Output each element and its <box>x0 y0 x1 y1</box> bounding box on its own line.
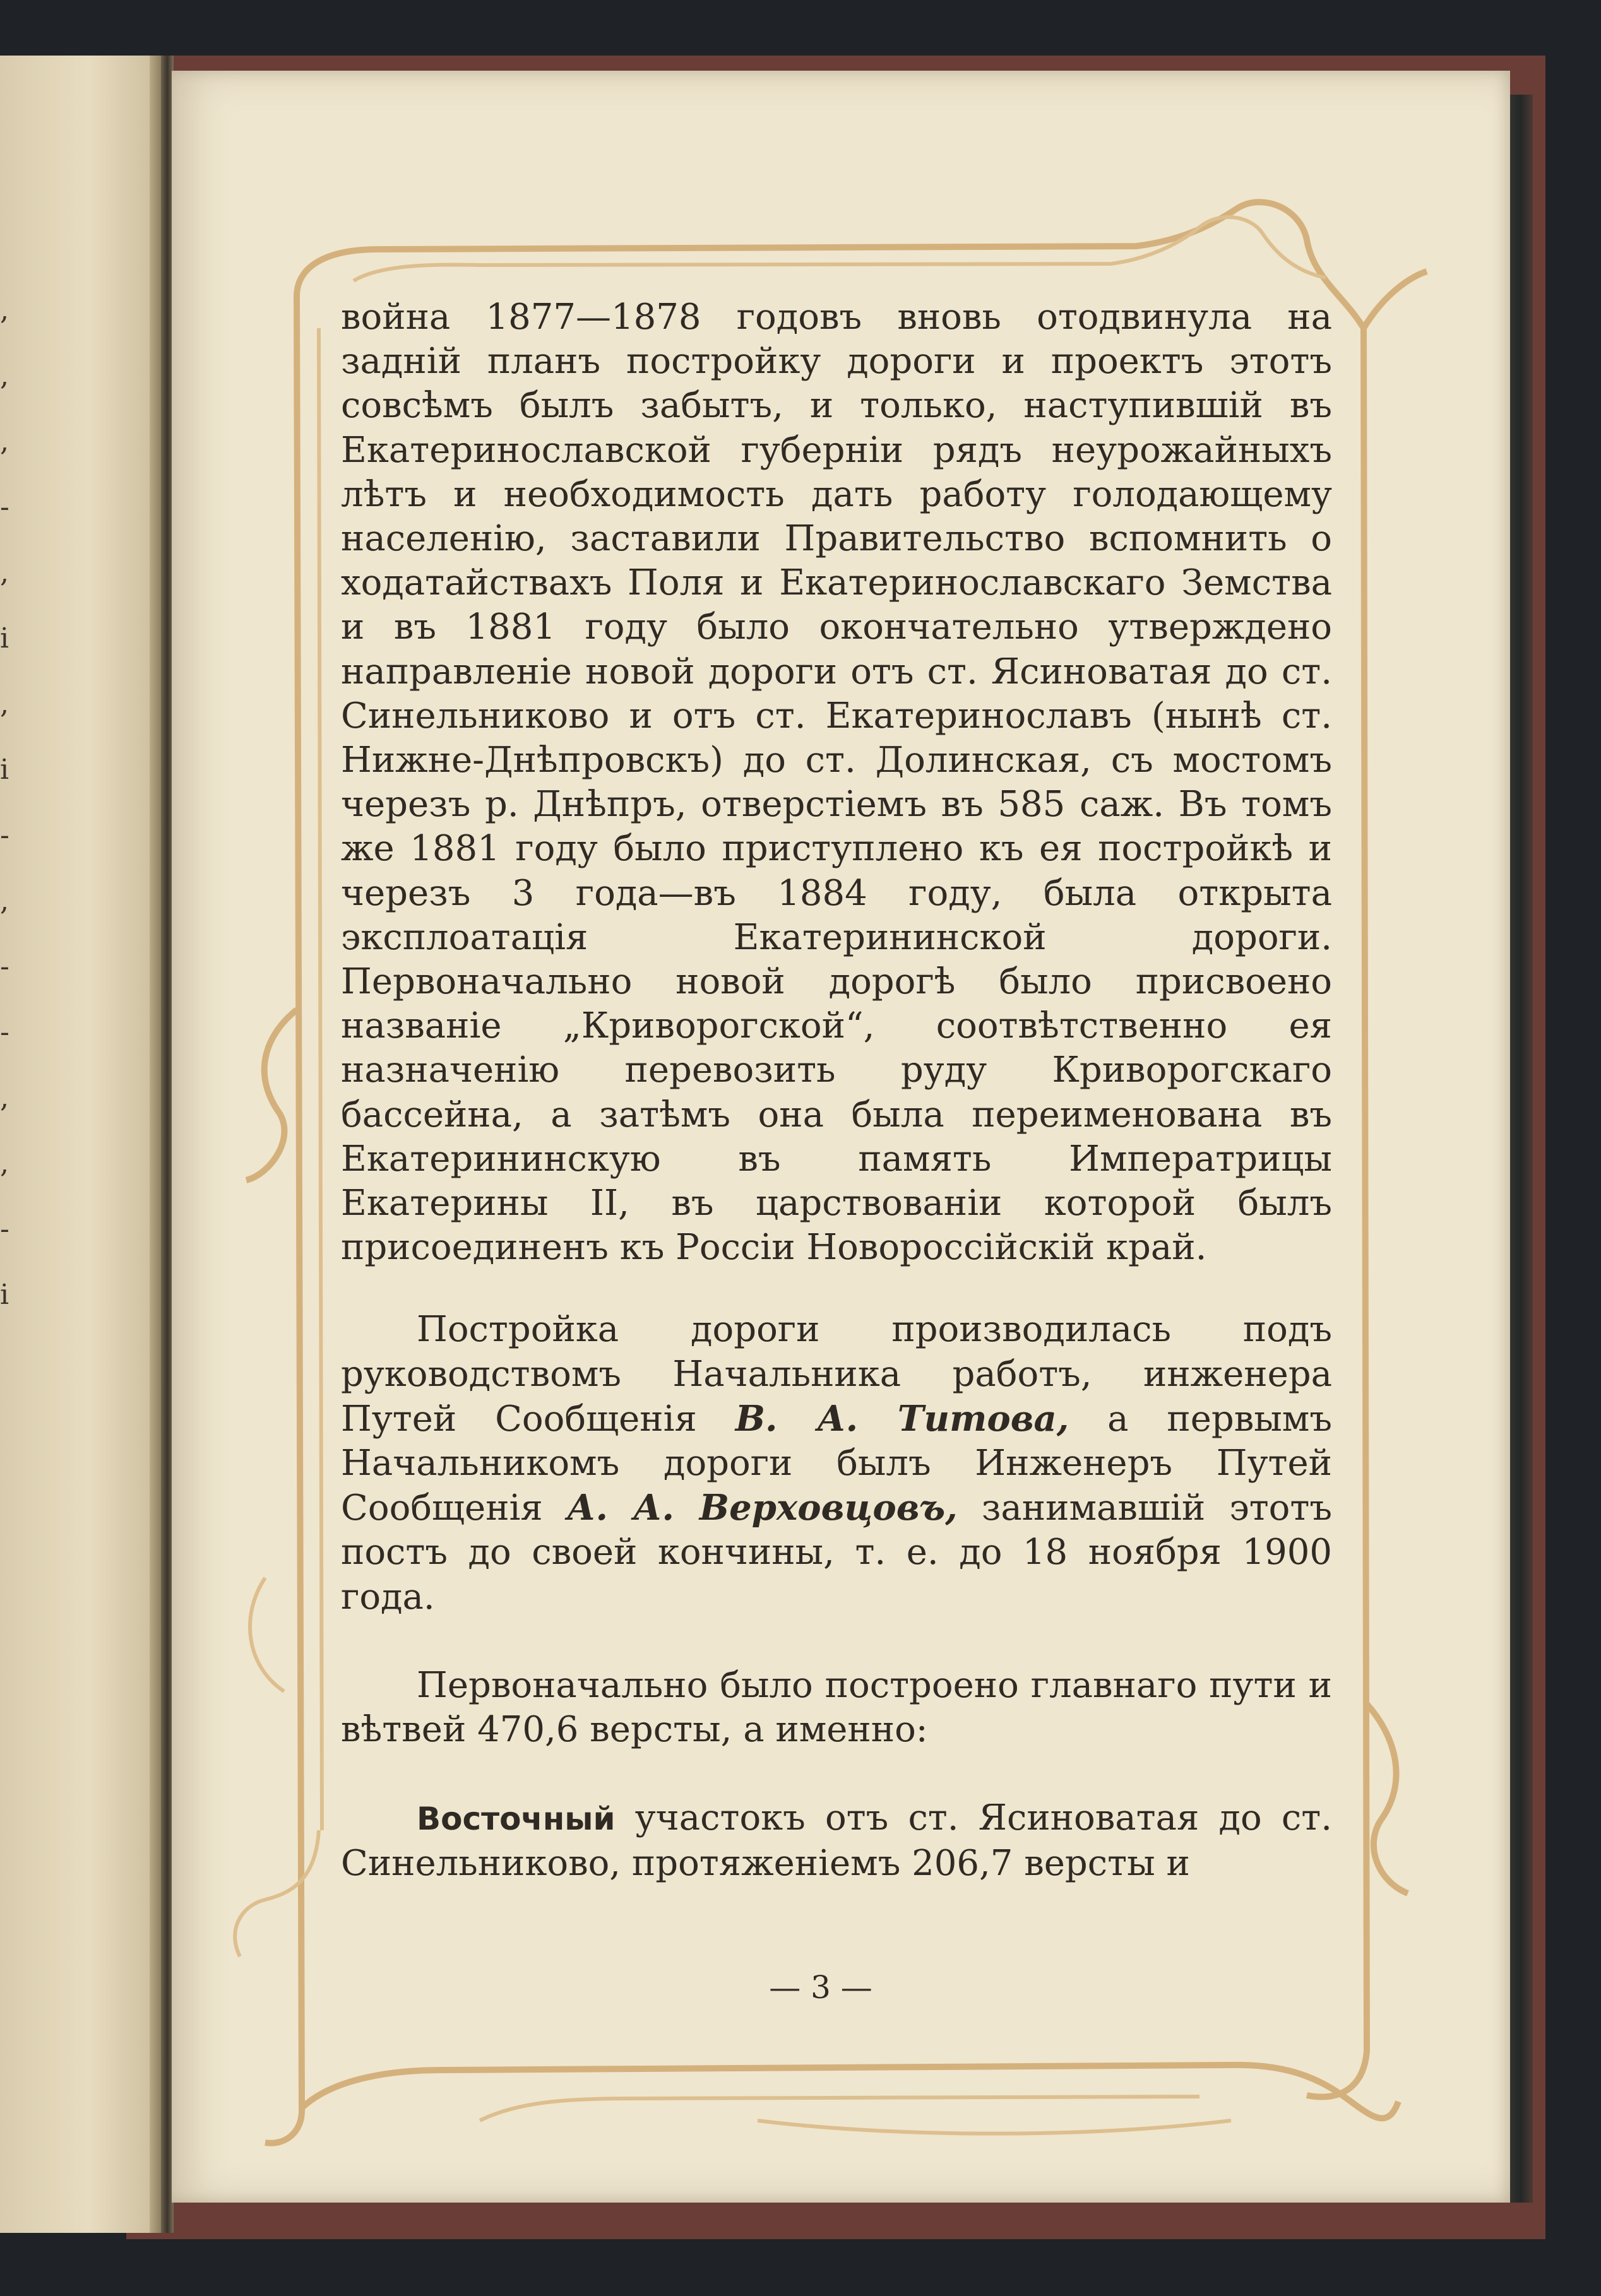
left-page-fragment: і <box>0 1279 9 1311</box>
eastern-section-label: Восточный <box>417 1801 616 1838</box>
left-page-fragment: - <box>0 1016 9 1048</box>
page-text <box>341 295 1332 1886</box>
left-page-fragment: , <box>0 360 9 392</box>
left-page-fragment: - <box>0 819 9 851</box>
paragraph-1: война 1877—1878 годовъ вновь отодвинула на задній планъ постройку дороги и проектъ этотъ совсѣмъ былъ забытъ, и только, наступившій въ Екатеринославской губерніи рядъ неурожайныхъ лѣтъ и необходимость дать работу голодающему населенію, заставили Правительство вспомнить о ходатайствахъ Поля и Екатеринославскаго Земства и въ 1881 году было окончательно утверждено направленіе новой дороги отъ ст. Ясиноватая до ст. Синельниково и отъ ст. Екатеринославъ (нынѣ ст. Нижне-Днѣпровскъ) до ст. Долинская, съ мостомъ черезъ р. Днѣпръ, отверстіемъ въ 585 саж. Въ томъ же 1881 году было приступлено къ ея постройкѣ и черезъ 3 года—въ 1884 году, была открыта эксплоатація Екатерининской дороги. Первоначально новой дорогѣ было присвоено названіе „Криворогской“, соотвѣтственно ея назначенію перевозить руду Криворогскаго бассейна, а затѣмъ она была переименована въ Екатерининскую въ память Императрицы Екатерины II, въ царствованіи которой былъ присоединенъ къ Россіи Новороссійскій край. <box>341 297 1332 1269</box>
paragraph-2-before: Постройка дороги производилась подъ руководствомъ Начальника работъ, инженера Путей Сообщенія <box>341 1309 1332 1440</box>
left-page-fragment: і <box>0 622 9 654</box>
left-page-fragment: - <box>0 1213 9 1245</box>
left-page-fragment: і <box>0 754 9 786</box>
left-page-fragment: , <box>0 425 9 458</box>
left-page-fragment: , <box>0 1147 9 1180</box>
paragraph-4-rest: участокъ отъ ст. Ясиноватая до ст. Синельниково, протяженіемъ 206,7 версты и <box>341 1797 1332 1884</box>
left-page-fragment: , <box>0 688 9 720</box>
name-titov: В. А. Титова, <box>735 1397 1069 1440</box>
left-page-fragment: - <box>0 491 9 523</box>
paragraph-3: Первоначально было построено главнаго пути и вѣтвей 470,6 версты, а именно: <box>341 1664 1332 1751</box>
paragraph-2-after: занимавшій этотъ постъ до своей кончины, т. е. до 18 ноября 1900 года. <box>341 1488 1333 1618</box>
name-verkhovtsov: А. А. Верховцовъ, <box>566 1487 958 1529</box>
paragraph-2-middle: а первымъ Начальникомъ дороги былъ Инженеръ Путей Сообщенія <box>341 1398 1332 1529</box>
left-page-fragment: , <box>0 557 9 589</box>
left-page-fragment: , <box>0 885 9 917</box>
paragraph-2 <box>341 1308 1332 1619</box>
paragraph-4 <box>341 1796 1332 1885</box>
page-number: — 3 — <box>769 1969 872 2006</box>
left-page-fragment: , <box>0 1082 9 1114</box>
left-page-fragment: , <box>0 294 9 326</box>
left-page-fragment: - <box>0 950 9 983</box>
